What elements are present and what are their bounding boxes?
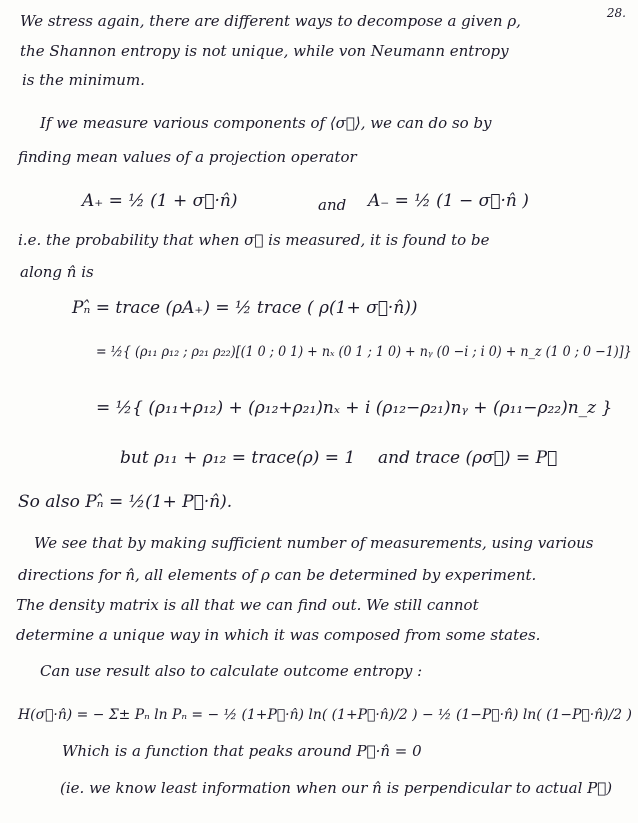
probability-trace-eq: Pₙ̂ = trace (ρA₊) = ½ trace ( ρ(1+ σ⃗·n̂)) xyxy=(72,298,418,318)
text-line-3: is the minimum. xyxy=(22,71,145,89)
text-line-1: We stress again, there are different ways to decompose a given ρ, xyxy=(20,12,521,30)
text-line-21: (ie. we know least information when our n̂ is perpendicular to actual P⃗) xyxy=(60,779,613,797)
trace-normalization-eq: but ρ₁₁ + ρ₁₂ = trace(ρ) = 1 xyxy=(120,448,356,468)
matrix-expansion-eq: = ½{ (ρ₁₁ ρ₁₂ ; ρ₂₁ ρ₂₂)[(1 0 ; 0 1) + nₓ (0 1 ; 1 0) + nᵧ (0 −i ; i 0) + n_z (1 0 ; 0 −1)]} xyxy=(96,344,632,360)
text-line-17: determine a unique way in which it was composed from some states. xyxy=(16,626,541,644)
text-line-7: i.e. the probability that when σ⃗ is measured, it is found to be xyxy=(18,231,490,249)
text-line-2: the Shannon entropy is not unique, while von Neumann entropy xyxy=(20,42,509,60)
text-line-20: Which is a function that peaks around P⃗·n̂ = 0 xyxy=(62,742,422,760)
text-line-15: directions for n̂, all elements of ρ can be determined by experiment. xyxy=(18,566,537,584)
text-line-16: The density matrix is all that we can find out. We still cannot xyxy=(16,596,479,614)
component-expansion-eq: = ½{ (ρ₁₁+ρ₁₂) + (ρ₁₂+ρ₂₁)nₓ + i (ρ₁₂−ρ₂₁)nᵧ + (ρ₁₁−ρ₂₂)n_z } xyxy=(96,398,613,418)
polarization-vector-eq: and trace (ρσ⃗) = P⃗ xyxy=(378,448,558,468)
entropy-formula-eq: H(σ⃗·n̂) = − Σ± Pₙ ln Pₙ = − ½ (1+P⃗·n̂) ln( (1+P⃗·n̂)/2 ) − ½ (1−P⃗·n̂) ln( (1−P⃗·n̂)/2 ) xyxy=(18,707,632,723)
text-line-5: finding mean values of a projection operator xyxy=(18,148,357,166)
projector-plus-eq: A₊ = ½ (1 + σ⃗·n̂) xyxy=(82,191,238,211)
text-line-18: Can use result also to calculate outcome entropy : xyxy=(40,662,423,680)
text-line-14: We see that by making sufficient number of measurements, using various xyxy=(34,534,594,552)
text-line-4: If we measure various components of ⟨σ⃗⟩, we can do so by xyxy=(40,114,492,132)
and-word: and xyxy=(318,196,347,214)
page-number: 28. xyxy=(606,6,626,20)
projector-minus-eq: A₋ = ½ (1 − σ⃗·n̂ ) xyxy=(368,191,529,211)
probability-result-eq: So also Pₙ̂ = ½(1+ P⃗·n̂). xyxy=(18,492,233,512)
text-line-8: along n̂ is xyxy=(20,263,94,281)
